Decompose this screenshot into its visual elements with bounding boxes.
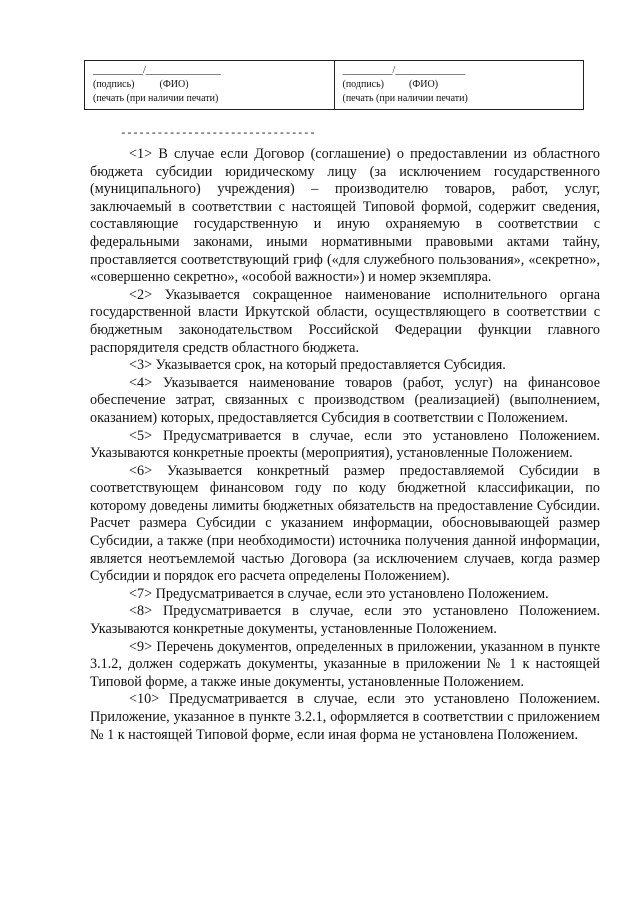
signature-name-labels: (подпись) (ФИО) <box>93 79 189 90</box>
footnote-8: <8> Предусматривается в случае, если это установлено Положением. Указываются конкретные документы, установленные Положением. <box>90 603 600 638</box>
footnote-1: <1> В случае если Договор (соглашение) о предоставлении из областного бюджета субсидии юридическому лицу (за исключением государственного (муниципального) учреждения) – производителю товаров, работ, услуг, заключаемый в соответствии с настоящей Типовой формой, содержит сведения, составляющие государственную и иную охраняемую в соответствии с федеральными законами, иными нормативными правовыми актами тайну, проставляется соответствующий гриф («для служебного пользования», «секретно», «совершенно секретно», «особой важности») и номер экземпляра. <box>90 146 600 286</box>
footnotes <box>90 146 600 744</box>
footnote-9: <9> Перечень документов, определенных в приложении, указанном в пункте 3.1.2, должен содержать документы, указанные в приложении № 1 к настоящей Типовой форме, а также иные документы, установленные Положением. <box>90 638 600 690</box>
footnote-2: <2> Указывается сокращенное наименование исполнительного органа государственной власти Иркутской области, осуществляющего в соответствии с бюджетным законодательством Российской Федерации функции главного распорядителя средств областного бюджета. <box>90 286 600 356</box>
footnote-separator: -------------------------------- <box>120 128 316 140</box>
footnote-4: <4> Указывается наименование товаров (работ, услуг) на финансовое обеспечение затрат, связанных с производством (реализацией) (выполнением, оказанием) которых, предоставляется Субсидия в соответствии с Положением. <box>90 374 600 426</box>
footnote-5: <5> Предусматривается в случае, если это установлено Положением. Указываются конкретные проекты (мероприятия), установленные Положением. <box>90 427 600 462</box>
signature-cell-right <box>334 61 584 109</box>
footnote-6: <6> Указывается конкретный размер предоставляемой Субсидии в соответствующем финансовом году по коду бюджетной классификации, по которому доведены лимиты бюджетных обязательств на предоставление Субсидии. Расчет размера Субсидии с указанием информации, обосновывающей размер Субсидии, а также (при необходимости) источника получения данной информации, является неотъемлемой частью Договора (за исключением случаев, когда размер Субсидии и порядок его расчета определены Положением). <box>90 462 600 585</box>
signature-cell-left <box>85 61 334 109</box>
stamp-label: (печать (при наличии печати) <box>342 93 468 104</box>
signature-line: __________/_______________ <box>93 65 221 76</box>
signature-table <box>84 60 584 110</box>
footnote-7: <7> Предусматривается в случае, если это установлено Положением. <box>129 585 549 602</box>
stamp-label: (печать (при наличии печати) <box>93 93 219 104</box>
footnote-3: <3> Указывается срок, на который предоставляется Субсидия. <box>129 357 506 374</box>
footnote-10: <10> Предусматривается в случае, если это установлено Положением. Приложение, указанное в пункте 3.2.1, оформляется в соответствии с приложением № 1 к настоящей Типовой форме, если иная форма не установлена Положением. <box>90 691 600 743</box>
signature-name-labels: (подпись) (ФИО) <box>342 79 439 90</box>
signature-line: __________/______________ <box>342 65 466 76</box>
